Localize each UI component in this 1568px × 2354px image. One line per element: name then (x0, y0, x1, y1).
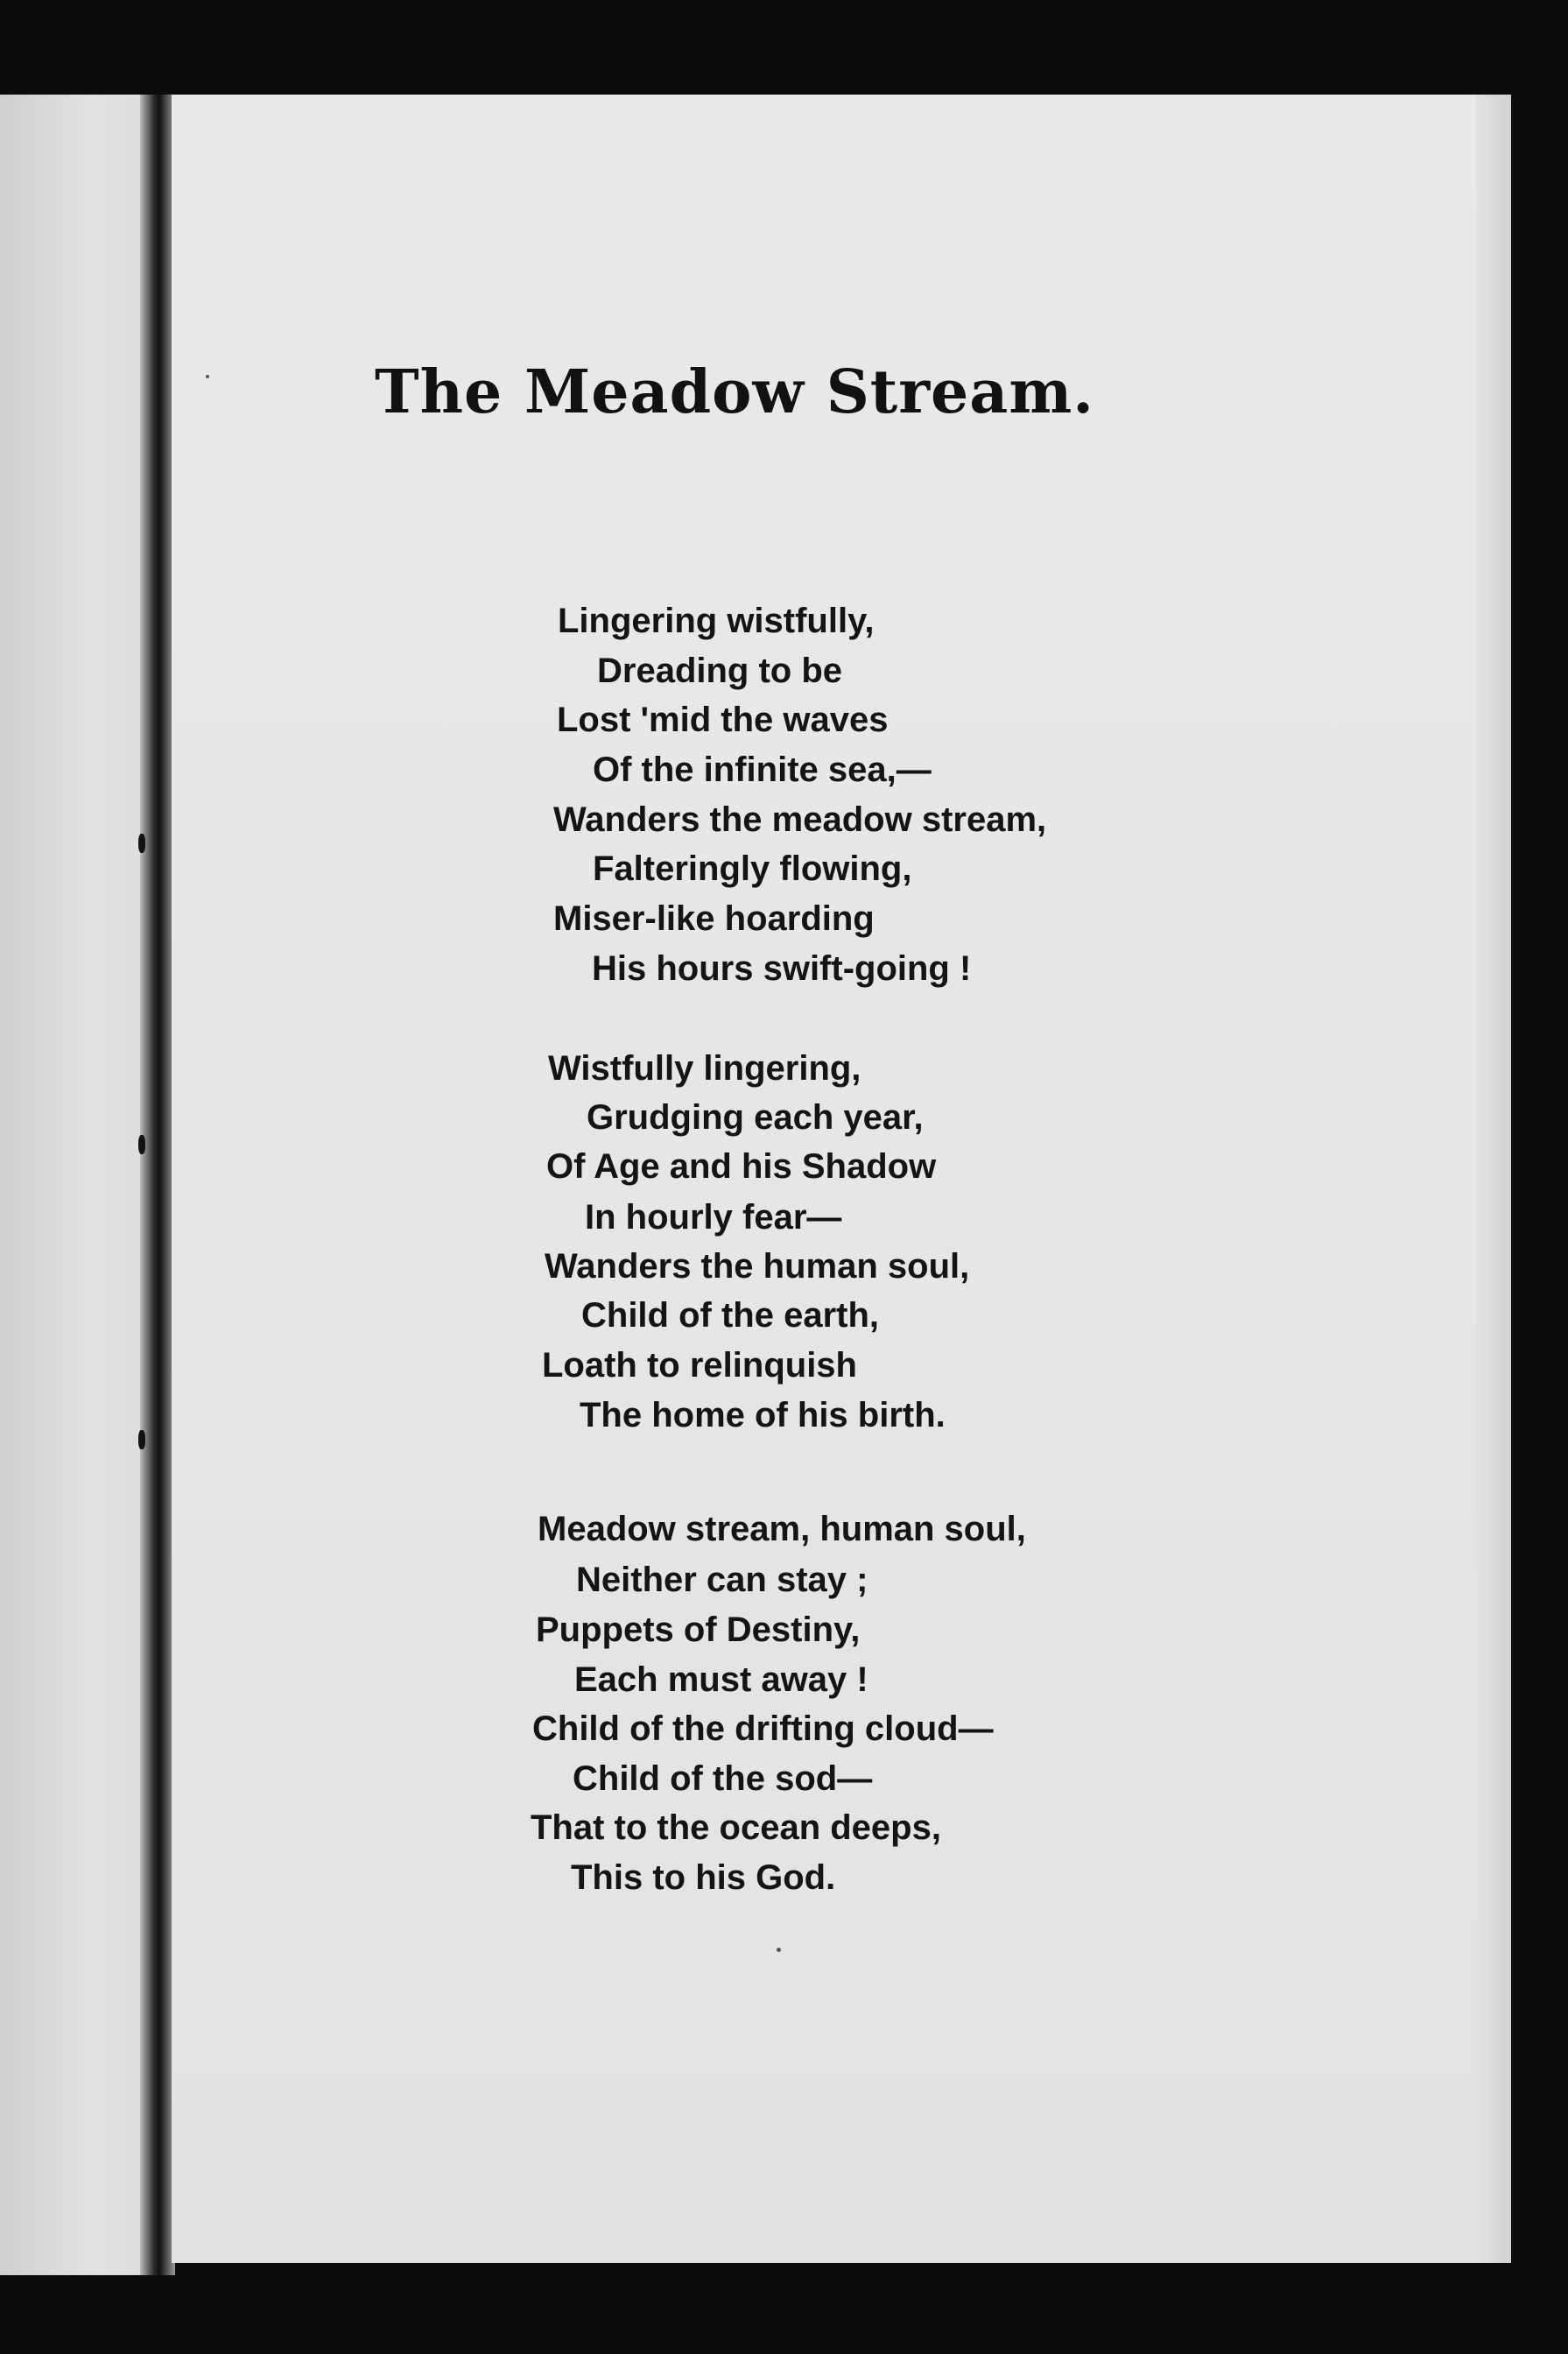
poem-line: Child of the drifting cloud— (532, 1709, 994, 1748)
poem-line: His hours swift-going ! (592, 949, 972, 988)
poem-line: Miser-like hoarding (553, 899, 875, 938)
poem-line: Lost 'mid the waves (557, 701, 889, 739)
poem-line: Meadow stream, human soul, (538, 1510, 1026, 1548)
poem-line: Loath to relinquish (542, 1346, 857, 1385)
scan-speck (206, 375, 209, 378)
poem-line: Each must away ! (574, 1660, 868, 1699)
poem-line: Child of the sod— (573, 1759, 873, 1798)
poem-title: The Meadow Stream. (375, 357, 1094, 427)
poem-line: Wanders the human soul, (545, 1247, 970, 1286)
poem-line: Wanders the meadow stream, (553, 800, 1047, 839)
poem-line: Neither can stay ; (576, 1561, 868, 1599)
poem-line: Puppets of Destiny, (536, 1610, 861, 1649)
poem-line: The home of his birth. (580, 1396, 946, 1434)
poem-line: Grudging each year, (587, 1098, 924, 1137)
poem-line: Wistfully lingering, (548, 1049, 861, 1088)
poem-line: This to his God. (571, 1858, 836, 1897)
poem-line: Dreading to be (597, 652, 843, 690)
poem-line: In hourly fear— (585, 1198, 842, 1237)
poem-line: Of the infinite sea,— (593, 751, 932, 789)
poem-line: Lingering wistfully, (558, 602, 875, 640)
scan-speck (777, 1948, 781, 1952)
poem-line: Of Age and his Shadow (546, 1147, 937, 1186)
poem-line: That to the ocean deeps, (531, 1808, 941, 1847)
poem-line: Child of the earth, (581, 1296, 879, 1335)
poem-line: Falteringly flowing, (593, 849, 912, 888)
